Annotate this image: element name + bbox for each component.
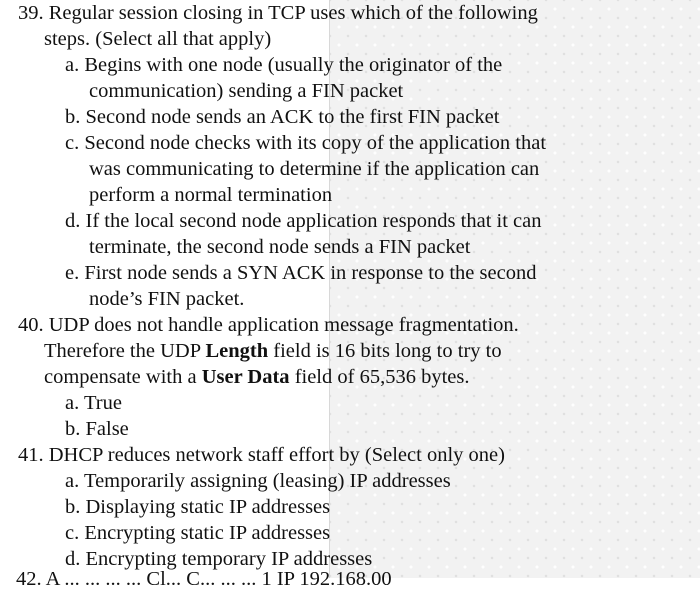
q39-option-d-line2: terminate, the second node sends a FIN packet: [89, 236, 471, 258]
q40-stem-line2: [44, 338, 502, 364]
q39-stem-line2: steps. (Select all that apply): [44, 28, 272, 50]
q41-option-b: b. Displaying static IP addresses: [65, 496, 331, 518]
q40-stem-line1: 40. UDP does not handle application message fragmentation.: [18, 314, 519, 336]
q39-option-a-line2: communication) sending a FIN packet: [89, 80, 404, 102]
length-field-name: Length: [205, 340, 269, 362]
q40-stem-line3: [44, 364, 469, 390]
q40-stem-line3-post: field of 65,536 bytes.: [289, 366, 470, 388]
q39-option-a-line1: a. Begins with one node (usually the originator of the: [65, 54, 503, 76]
q39-option-c-line2: was communicating to determine if the application can: [89, 158, 540, 180]
q41-option-a: a. Temporarily assigning (leasing) IP addresses: [65, 470, 451, 492]
q39-stem-line1: 39. Regular session closing in TCP uses which of the following: [18, 2, 538, 24]
q40-stem-line3-pre: compensate with a: [44, 366, 202, 388]
q41-option-d: d. Encrypting temporary IP addresses: [65, 548, 373, 570]
q41-stem: 41. DHCP reduces network staff effort by (Select only one): [18, 444, 505, 466]
q39-option-b: b. Second node sends an ACK to the first FIN packet: [65, 106, 500, 128]
q40-stem-line2-post: field is 16 bits long to try to: [268, 340, 502, 362]
q39-option-c-line1: c. Second node checks with its copy of the application that: [65, 132, 547, 154]
q39-option-d-line1: d. If the local second node application responds that it can: [65, 210, 542, 232]
q40-option-a: a. True: [65, 392, 122, 414]
q39-option-e-line2: node’s FIN packet.: [89, 288, 245, 310]
user-data-field-name: User Data: [201, 366, 290, 388]
q39-option-c-line3: perform a normal termination: [89, 184, 333, 206]
q40-option-b: b. False: [65, 418, 129, 440]
q40-stem-line2-pre: Therefore the UDP: [44, 340, 206, 362]
q39-option-e-line1: e. First node sends a SYN ACK in response to the second: [65, 262, 537, 284]
q42-cutoff-line: 42. A ... ... ... ... Cl... C... ... ... 1 IP 192.168.00: [16, 568, 392, 590]
q41-option-c: c. Encrypting static IP addresses: [65, 522, 331, 544]
